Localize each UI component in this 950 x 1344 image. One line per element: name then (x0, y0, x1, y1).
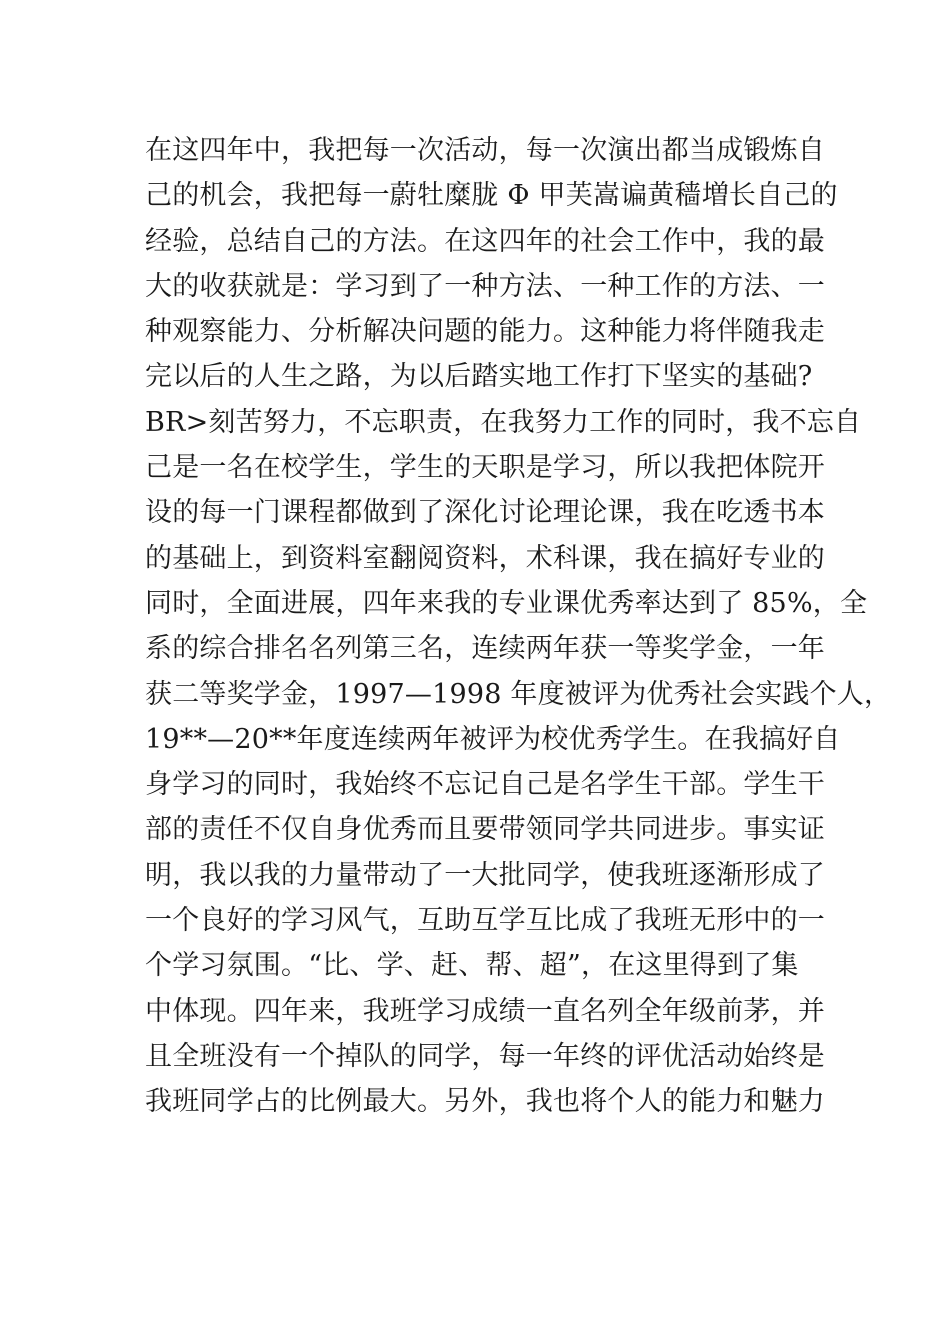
text-line: BR>刻苦努力，不忘职责，在我努力工作的同时，我不忘自 (145, 406, 862, 438)
text-line: 身学习的同时，我始终不忘记自己是名学生干部。学生干 (145, 769, 825, 801)
text-line: 我班同学占的比例最大。另外，我也将个人的能力和魅力 (145, 1086, 825, 1118)
text-line: 个学习氛围。“比、学、赶、帮、超”，在这里得到了集 (145, 950, 799, 982)
text-line: 明，我以我的力量带动了一大批同学，使我班逐渐形成了 (145, 859, 825, 891)
text-line: 己是一名在校学生，学生的天职是学习，所以我把体院开 (145, 452, 825, 484)
text-line: 的基础上，到资料室翻阅资料，术科课，我在搞好专业的 (145, 542, 825, 574)
text-line: 一个良好的学习风气，互助互学互比成了我班无形中的一 (145, 905, 825, 937)
text-line: 获二等奖学金，1997—1998 年度被评为优秀社会实践个人， (145, 678, 892, 710)
text-line: 己的机会，我把每一蔚牡糜胧 Φ 甲芙嵩谝黄穑増长自己的 (145, 180, 838, 212)
text-line: 设的每一门课程都做到了深化讨论理论课，我在吃透书本 (145, 497, 825, 529)
text-line: 经验，总结自己的方法。在这四年的社会工作中，我的最 (145, 225, 825, 257)
body-text (145, 128, 892, 1125)
text-line: 大的收获就是：学习到了一种方法、一种工作的方法、一 (145, 270, 825, 302)
text-line: 同时，全面进展，四年来我的专业课优秀率达到了 85%，全 (145, 587, 868, 619)
text-line: 种观察能力、分析解决问题的能力。这种能力将伴随我走 (145, 316, 825, 348)
text-line: 19**—20**年度连续两年被评为校优秀学生。在我搞好自 (145, 723, 841, 755)
text-line: 部的责任不仅自身优秀而且要带领同学共同进步。事实证 (145, 814, 825, 846)
text-line: 且全班没有一个掉队的同学，每一年终的评优活动始终是 (145, 1040, 825, 1072)
text-line: 系的综合排名名列第三名，连续两年获一等奖学金，一年 (145, 633, 825, 665)
text-line: 中体现。四年来，我班学习成绩一直名列全年级前茅，并 (145, 995, 825, 1027)
text-line: 在这四年中，我把每一次活动，每一次演出都当成锻炼自 (145, 135, 825, 166)
text-line: 完以后的人生之路，为以后踏实地工作打下坚实的基础? (145, 361, 813, 393)
